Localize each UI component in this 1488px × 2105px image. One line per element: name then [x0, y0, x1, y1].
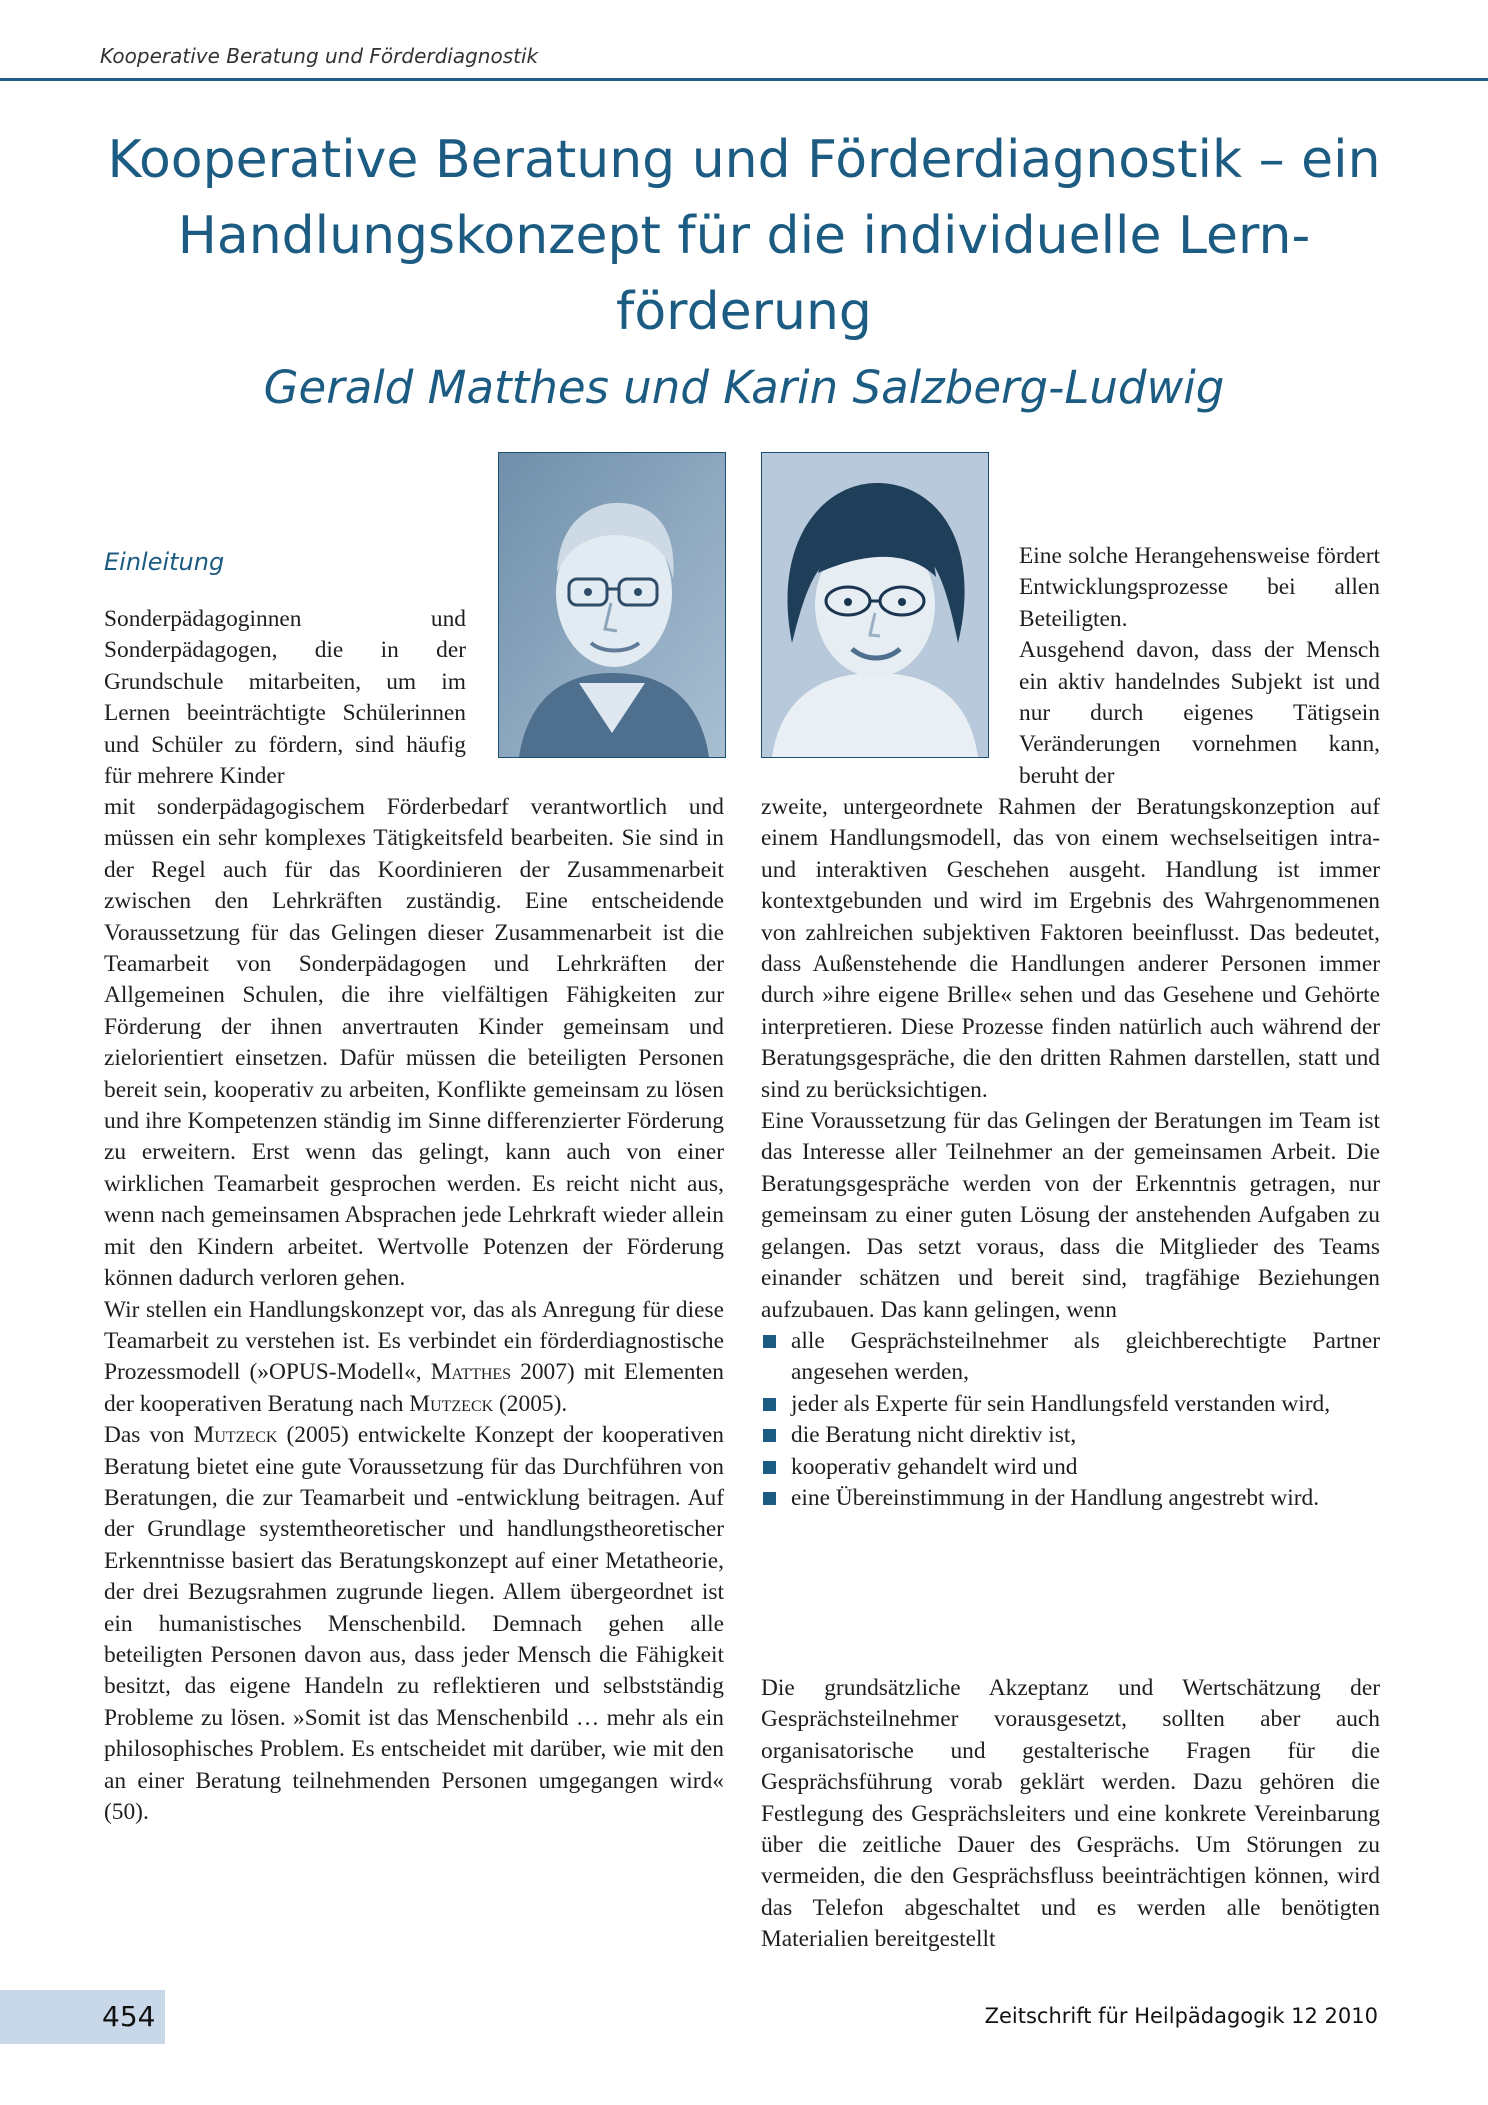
- right-column-intro: [1019, 541, 1380, 792]
- author-photo-1: [498, 452, 726, 758]
- author-portrait-woman: [762, 453, 988, 757]
- square-bullet-icon: [763, 1335, 776, 1348]
- paragraph: Ausgehend davon, dass der Mensch ein aktiv handelndes Subjekt ist und nur durch eigenes Tätigsein Veränderungen vornehmen kann, beruht der: [1019, 637, 1380, 789]
- list-item: die Beratung nicht direktiv ist,: [761, 1420, 1380, 1451]
- square-bullet-icon: [763, 1492, 776, 1505]
- right-column: [761, 792, 1380, 1514]
- paragraph: Wir stellen ein Handlungskonzept vor, das als Anregung für diese Teamarbeit zu verstehen ist. Es verbindet ein förderdiagnostische Prozessmodell (»OPUS-Modell«, Matthes 2007) mit Elementen der kooperativen Beratung nach Mutzeck (2005).: [104, 1296, 724, 1417]
- list-item: alle Gesprächsteilnehmer als gleichberechtigte Partner angesehen werden,: [761, 1326, 1380, 1389]
- journal-citation: Zeitschrift für Heilpädagogik 12 2010: [984, 2004, 1378, 2028]
- condition-list: [761, 1326, 1380, 1514]
- cited-author: Mutzeck: [193, 1422, 278, 1449]
- author-photo-2: [761, 452, 989, 758]
- article-authors: Gerald Matthes und Karin Salzberg-Ludwig: [263, 361, 1225, 414]
- left-column: [104, 792, 724, 1828]
- paragraph: Eine solche Herangehensweise fördert Entwicklungsprozesse bei allen Beteiligten.: [1019, 543, 1380, 632]
- paragraph: Eine Voraussetzung für das Gelingen der Beratungen im Team ist das Interesse aller Teilnehmer an der gemeinsamen Arbeit. Die Beratungsgespräche werden von der Erkenntnis getragen, nur gemeinsam zu einer guten Lösung der anstehenden Aufgaben zu gelangen. Das setzt voraus, dass die Mitglieder des Teams einander schätzen und bereit sind, tragfähige Beziehungen aufzubauen. Das kann gelingen, wenn: [761, 1108, 1380, 1323]
- right-column-continued: [761, 1673, 1380, 1956]
- square-bullet-icon: [763, 1461, 776, 1474]
- cited-author: Mutzeck: [409, 1390, 494, 1417]
- square-bullet-icon: [763, 1398, 776, 1411]
- author-portrait-man: [499, 453, 725, 757]
- article-title: Kooperative Beratung und Förderdiagnostik – ein Handlungskonzept für die individuelle Lernförderung: [107, 130, 1381, 342]
- top-rule: [0, 78, 1488, 81]
- paragraph: Das von Mutzeck (2005) entwickelte Konzept der kooperativen Beratung bietet eine gute Voraussetzung für das Durchführen von Beratungen, die zur Teamarbeit und -entwicklung beitragen. Auf der Grundlage systemtheoretischer und handlungstheoretischer Erkenntnisse basiert das Beratungskonzept auf einer Metatheorie, der drei Bezugsrahmen zugrunde liegen. Allem übergeordnet ist ein humanistisches Menschenbild. Demnach gehen alle beteiligten Personen davon aus, dass jeder Mensch die Fähigkeit besitzt, das eigene Handeln zu reflektieren und selbstständig Probleme zu lösen. »Somit ist das Menschenbild … mehr als ein philosophisches Problem. Es entscheidet mit darüber, wie mit den an einer Beratung teilnehmenden Personen umgegangen wird« (50).: [104, 1422, 724, 1825]
- cited-author: Matthes: [430, 1359, 512, 1386]
- list-item: eine Übereinstimmung in der Handlung angestrebt wird.: [761, 1483, 1380, 1514]
- paragraph: zweite, untergeordnete Rahmen der Beratungskonzeption auf einem Handlungsmodell, das von einem wechselseitigen intra- und interaktiven Geschehen ausgeht. Handlung ist immer kontextgebunden und wird im Ergebnis des Wahrgenommenen von zahlreichen subjektiven Faktoren beeinflusst. Das bedeutet, dass Außenstehende die Handlungen anderer Personen immer durch »ihre eigene Brille« sehen und das Gesehene und Gehörte interpretieren. Diese Prozesse finden natürlich auch während der Beratungsgespräche, die den dritten Rahmen darstellen, statt und sind zu berücksichtigen.: [761, 794, 1380, 1103]
- square-bullet-icon: [763, 1429, 776, 1442]
- list-item: kooperativ gehandelt wird und: [761, 1452, 1380, 1483]
- running-head: Kooperative Beratung und Förderdiagnostik: [100, 44, 539, 68]
- left-column-intro: [104, 604, 466, 792]
- paragraph: mit sonderpädagogischem Förderbedarf verantwortlich und müssen ein sehr komplexes Tätigkeitsfeld bearbeiten. Sie sind in der Regel auch für das Koordinieren der Zusammenarbeit zwischen den Lehrkräften zuständig. Eine entscheidende Voraussetzung für das Gelingen dieser Zusammenarbeit ist die Teamarbeit von Sonderpädagogen und Lehrkräften der Allgemeinen Schulen, die ihre vielfältigen Fähigkeiten zur Förderung der ihnen anvertrauten Kinder gemeinsam und zielorientiert einsetzen. Dafür müssen die beteiligten Personen bereit sein, kooperativ zu arbeiten, Konflikte gemeinsam zu lösen und ihre Kompetenzen ständig im Sinne differenzierter Förderung zu erweitern. Erst wenn das gelingt, kann auch von einer wirklichen Teamarbeit gesprochen werden. Es reicht nicht aus, wenn nach gemeinsamen Absprachen jede Lehrkraft wieder allein mit den Kindern arbeitet. Wertvolle Potenzen der Förderung können dadurch verloren gehen.: [104, 794, 724, 1292]
- section-heading: Einleitung: [104, 548, 225, 576]
- list-item: jeder als Experte für sein Handlungsfeld verstanden wird,: [761, 1389, 1380, 1420]
- page-number: 454: [102, 2000, 156, 2033]
- paragraph: Die grundsätzliche Akzeptanz und Wertschätzung der Gesprächsteilnehmer vorausgesetzt, sollten aber auch organisatorische und gestalterische Fragen für die Gesprächsführung vorab geklärt werden. Dazu gehören die Festlegung des Gesprächsleiters und eine konkrete Vereinbarung über die zeitliche Dauer des Gesprächs. Um Störungen zu vermeiden, die den Gesprächsfluss beeinträchtigen können, wird das Telefon abgeschaltet und es werden alle benötigten Materialien bereitgestellt: [761, 1675, 1380, 1953]
- paragraph: Sonderpädagoginnen und Sonderpädagogen, die in der Grundschule mitarbeiten, um im Lernen beeinträchtigte Schülerinnen und Schüler zu fördern, sind häufig für mehrere Kinder: [104, 606, 466, 790]
